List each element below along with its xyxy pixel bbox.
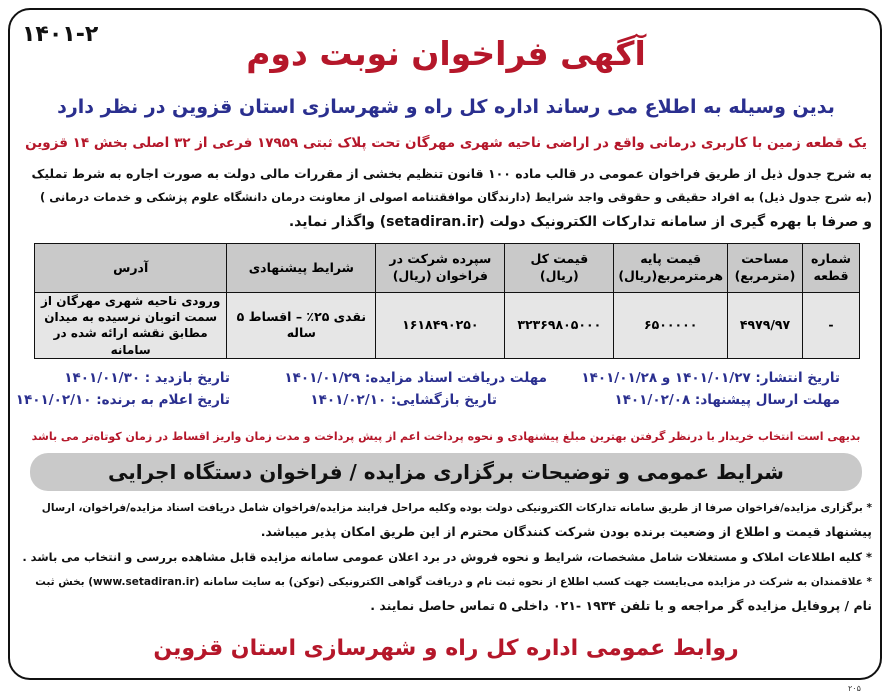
bullet-line: * کلیه اطلاعات املاک و مستغلات شامل مشخصات، شرایط و نحوه فروش در برد اعلان عمومی سامانه مزایده قابل مشاهده بررسی و انتخاب می باشد . (22, 550, 872, 564)
col-header-deposit: سپرده شرکت در فراخوان (ریال) (376, 244, 505, 293)
announcement-title: آگهی فراخوان نوبت دوم (246, 34, 646, 73)
bullet-line: * علاقمندان به شرکت در مزایده می‌بایست جهت کسب اطلاع از نحوه ثبت نام و دریافت گواهی الکترونیکی (توکن) به سایت سامانه (www.setadiran.ir) بخش ثبت (35, 576, 872, 588)
body-line: و صرفا با بهره گیری از سامانه تدارکات الکترونیک دولت (setadiran.ir) واگذار نماید. (288, 214, 872, 230)
cell-base-price: ۶۵۰۰۰۰۰ (614, 293, 728, 359)
visit-date: تاریخ بازدید : ۱۴۰۱/۰۱/۳۰ (64, 370, 230, 386)
col-header-base-price: قیمت پایه هرمترمربع(ریال) (614, 244, 728, 293)
document-deadline: مهلت دریافت اسناد مزایده: ۱۴۰۱/۰۱/۲۹ (284, 370, 547, 386)
cell-terms: نقدی ۲۵٪ – اقساط ۵ ساله (227, 293, 376, 359)
body-line: (به شرح جدول ذیل) به افراد حقیقی و حقوقی واجد شرایط (دارندگان موافقتنامه اصولی از معاونت درمان دانشگاه علوم پزشکی و خدمات درمانی ) (40, 190, 872, 204)
bullet-line: * برگزاری مزایده/فراخوان صرفا از طریق سامانه تدارکات الکترونیکی دولت بوده وکلیه مراحل فرایند مزایده/فراخوان شامل دریافت اسناد مزایده/فراخوان، ارسال (41, 502, 872, 514)
col-header-area: مساحت (مترمربع) (728, 244, 803, 293)
cell-address: ورودی ناحیه شهری مهرگان از سمت اتوبان نرسیده به میدان مطابق نقشه ارائه شده در سامانه (35, 293, 227, 359)
col-header-total-price: قیمت کل (ریال) (505, 244, 614, 293)
land-table (34, 243, 860, 359)
bullet-line: نام / پروفایل مزایده گر مراجعه و با تلفن ۱۹۳۴ -۰۲۱ داخلی ۵ تماس حاصل نمایند . (370, 598, 872, 613)
announcement-headline: یک قطعه زمین با کاربری درمانی واقع در اراضی ناحیه شهری مهرگان تحت پلاک ثبتی ۱۷۹۵۹ فرعی از ۳۲ اصلی بخش ۱۴ قزوین (25, 135, 867, 151)
table-header-row (35, 244, 860, 293)
col-header-plot-number: شماره قطعه (803, 244, 860, 293)
cell-plot-number: - (803, 293, 860, 359)
selection-note: بدیهی است انتخاب خریدار با درنظر گرفتن بهترین مبلغ پیشنهادی و نحوه پرداخت اعم از پیش پرداخت و مدت زمان واریز اقساط در زمان کوتاه‌تر می باشد (31, 430, 861, 443)
cell-total-price: ۳۲۳۶۹۸۰۵۰۰۰ (505, 293, 614, 359)
publish-date: تاریخ انتشار: ۱۴۰۱/۰۱/۲۷ و ۱۴۰۱/۰۱/۲۸ (581, 370, 840, 386)
public-relations-signature: روابط عمومی اداره کل راه و شهرسازی استان قزوین (153, 636, 739, 661)
reference-number: ۱۴۰۱-۲ (22, 22, 99, 47)
conditions-banner: شرایط عمومی و توضیحات برگزاری مزایده / فراخوان دستگاه اجرایی (30, 453, 862, 491)
winner-announcement-date: تاریخ اعلام به برنده: ۱۴۰۱/۰۲/۱۰ (15, 392, 230, 408)
bullet-line: پیشنهاد قیمت و اطلاع از وضعیت برنده بودن شرکت کنندگان محترم از این طریق امکان پذیر میباشد. (260, 524, 872, 539)
table-row (35, 293, 860, 359)
submission-deadline: مهلت ارسال پیشنهاد: ۱۴۰۱/۰۲/۰۸ (614, 392, 840, 408)
col-header-terms: شرایط پیشنهادی (227, 244, 376, 293)
opening-date: تاریخ بازگشایی: ۱۴۰۱/۰۲/۱۰ (310, 392, 497, 408)
cell-deposit: ۱۶۱۸۴۹۰۲۵۰ (376, 293, 505, 359)
announcement-subtitle: بدین وسیله به اطلاع می رساند اداره کل راه و شهرسازی استان قزوین در نظر دارد (57, 96, 835, 118)
cell-area: ۴۹۷۹/۹۷ (728, 293, 803, 359)
body-line: به شرح جدول ذیل از طریق فراخوان عمومی در قالب ماده ۱۰۰ قانون تنظیم بخشی از مقررات مالی دولت به صورت اجاره به شرط تملیک (31, 166, 872, 181)
col-header-address: آدرس (35, 244, 227, 293)
page-number: ۲۰۵ (848, 684, 861, 693)
